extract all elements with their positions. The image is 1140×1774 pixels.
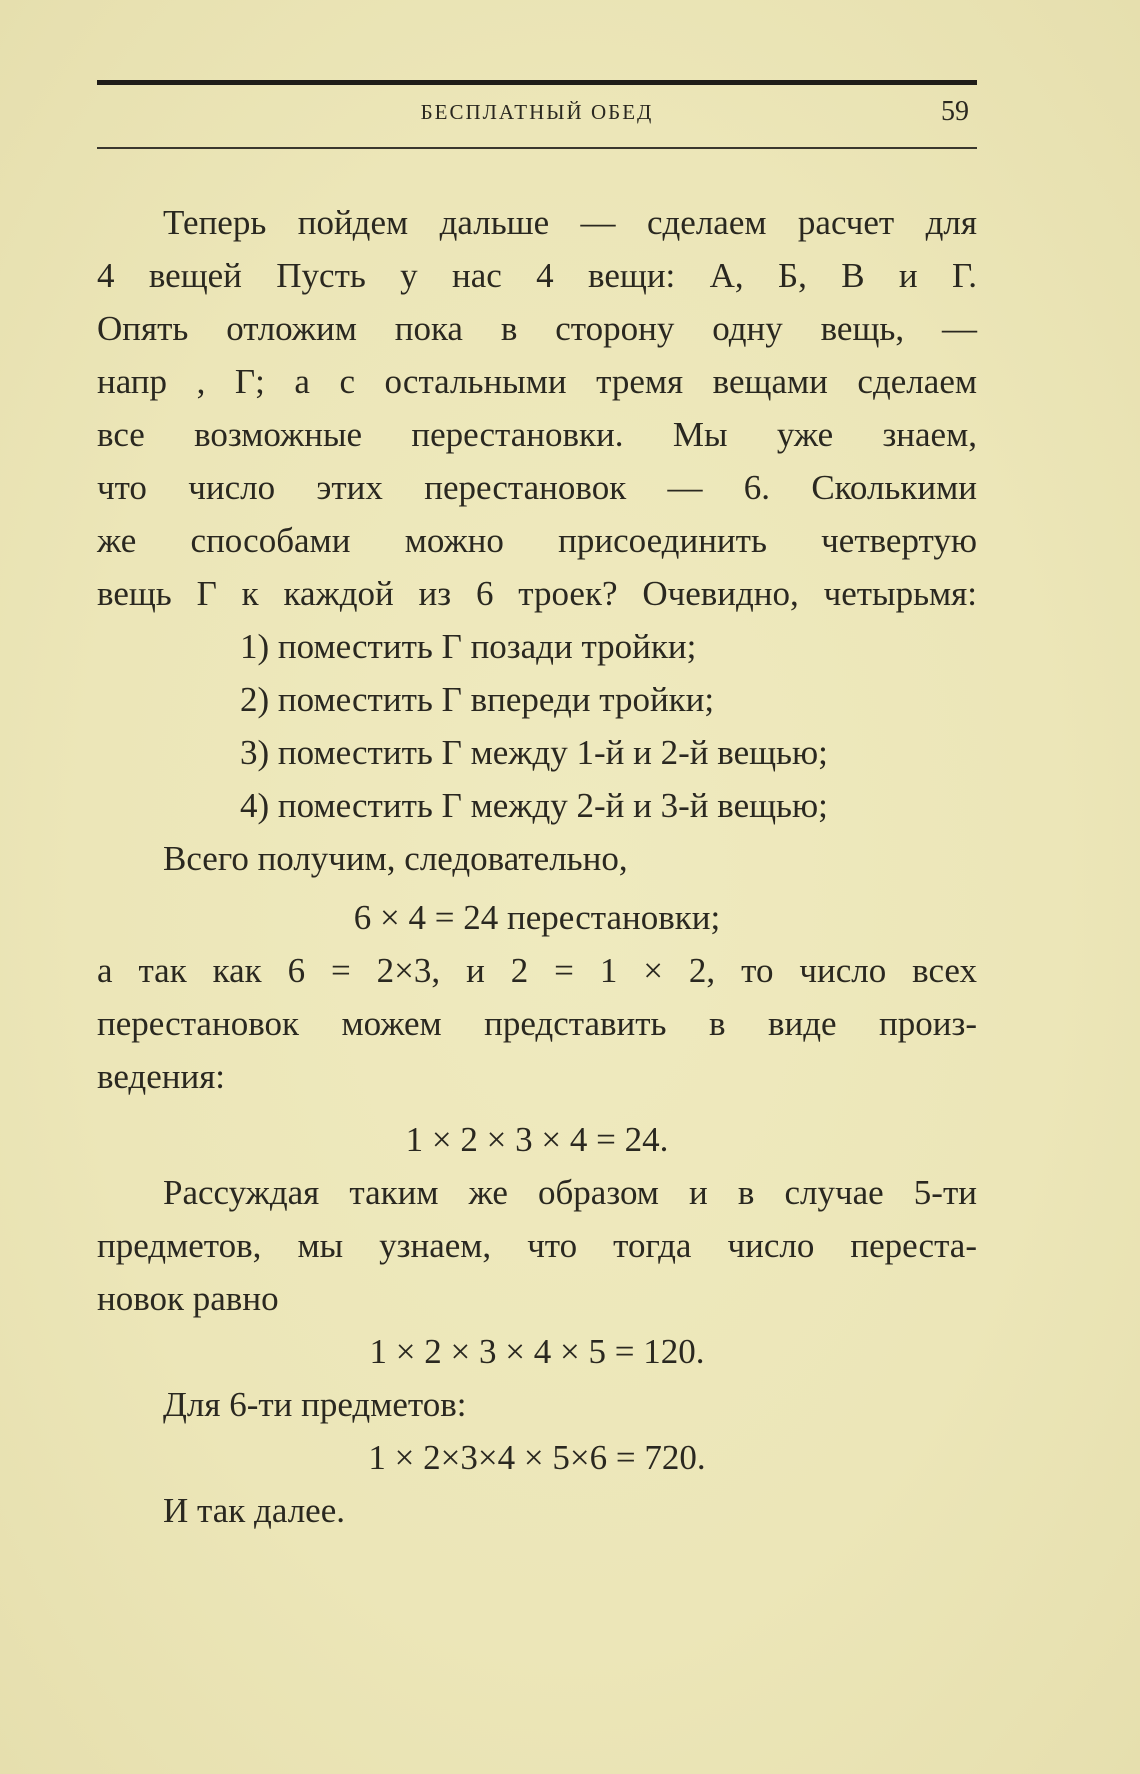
text-line: перестановок можем представить в виде произ- xyxy=(97,1004,977,1043)
formula: 6 × 4 = 24 перестановки; xyxy=(353,898,721,937)
text-line: новок равно xyxy=(97,1279,279,1318)
list-item: 2) поместить Г впереди тройки; xyxy=(240,680,715,719)
text-line: Теперь пойдем дальше — сделаем расчет для xyxy=(163,203,977,242)
formula: 1 × 2×3×4 × 5×6 = 720. xyxy=(368,1438,706,1477)
body-text xyxy=(97,196,977,1537)
header-rule-bottom xyxy=(97,147,977,149)
list-item: 1) поместить Г позади тройки; xyxy=(240,627,697,666)
formula: 1 × 2 × 3 × 4 = 24. xyxy=(405,1120,669,1159)
text-line: Для 6-ти предметов: xyxy=(163,1385,467,1424)
text-line: предметов, мы узнаем, что тогда число переста- xyxy=(97,1226,977,1265)
text-line: ведения: xyxy=(97,1057,226,1096)
text-line: что число этих перестановок — 6. Сколькими xyxy=(97,468,977,507)
text-line: Опять отложим пока в сторону одну вещь, — xyxy=(97,309,977,348)
list-item: 4) поместить Г между 2-й и 3-й вещью; xyxy=(240,786,828,825)
text-line: И так далее. xyxy=(163,1491,345,1530)
page-number: 59 xyxy=(941,96,969,127)
header-rule-top xyxy=(97,80,977,85)
running-title: БЕСПЛАТНЫЙ ОБЕД xyxy=(420,100,654,124)
text-line: а так как 6 = 2×3, и 2 = 1 × 2, то число всех xyxy=(97,951,977,990)
running-head xyxy=(97,96,977,132)
text-line: вещь Г к каждой из 6 троек? Очевидно, четырьмя: xyxy=(97,574,977,613)
text-line: все возможные перестановки. Мы уже знаем, xyxy=(97,415,977,454)
text-line: напр , Г; а с остальными тремя вещами сделаем xyxy=(97,362,977,401)
formula: 1 × 2 × 3 × 4 × 5 = 120. xyxy=(369,1332,705,1371)
list-item: 3) поместить Г между 1-й и 2-й вещью; xyxy=(240,733,828,772)
text-line: Рассуждая таким же образом и в случае 5-ти xyxy=(163,1173,977,1212)
text-line: 4 вещей Пусть у нас 4 вещи: А, Б, В и Г. xyxy=(97,256,977,295)
text-line: же способами можно присоединить четвертую xyxy=(97,521,977,560)
text-line: Всего получим, следовательно, xyxy=(163,839,628,878)
